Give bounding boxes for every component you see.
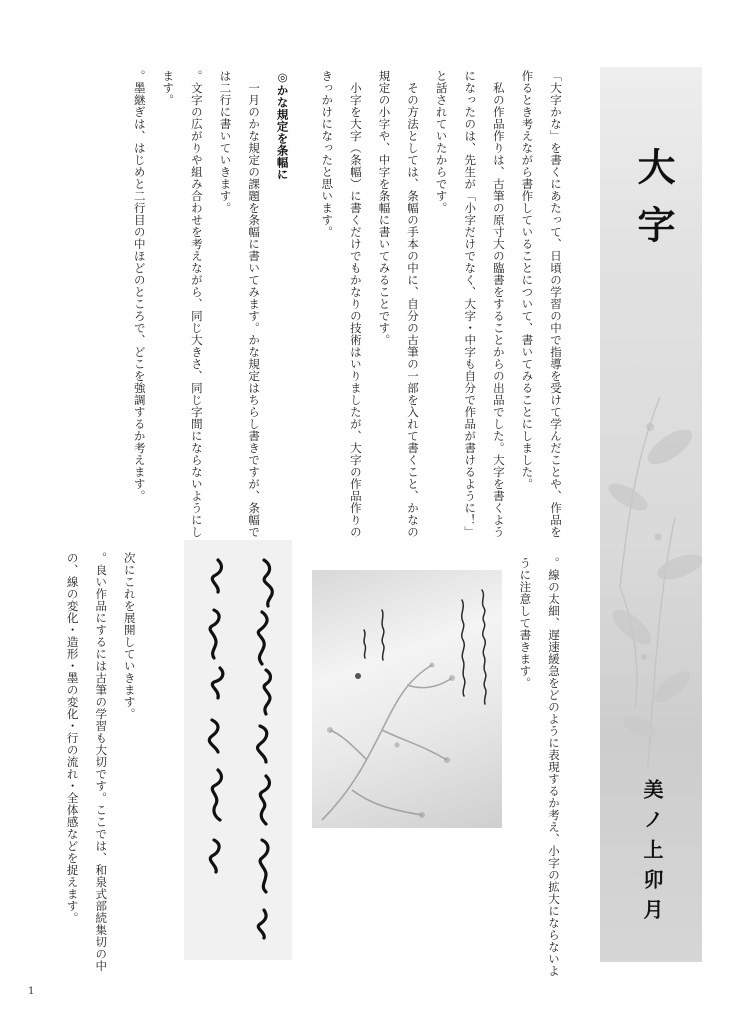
calligraphy-scroll — [184, 540, 292, 960]
section-paragraph-1: 一月のかな規定の課題を条幅に書いてみます。かな規定はちらし書きですが、条幅では二行に書いていきます。 — [218, 70, 262, 538]
calligraphy-photo — [312, 570, 502, 828]
intro-paragraph-2: 私の作品作りは、古筆の原寸大の臨書をすることからの出品でした。大字を書くようになったのは、先生が「小字だけでなく、大字・中字も自分で作品が書けるように！」と話されていたからです。 — [434, 70, 506, 538]
intro-paragraph-1: 「大字かな」を書くにあたって、日頃の学習の中で指導を受けて学んだことや、作品を作るとき考えながら書作していることについて、書いてみることにしました。 — [520, 70, 563, 538]
intro-paragraph-3: その方法としては、条幅の手本の中に、自分の古筆の一部を入れて書くこと、かなの規定の小字や、中字を条幅に書いてみることです。 — [377, 70, 421, 538]
plum-branch-image — [312, 570, 502, 828]
page-title: 大字 — [631, 147, 676, 263]
intro-text-block — [125, 70, 570, 540]
lower-left-bullet-1: 。良い作品にするには古筆の学習も大切です。ここでは、和泉式部続集切の中の、線の変化・造形・墨の変化・行の流れ・全体感などを捉えます。 — [65, 552, 109, 972]
page-number: 1 — [28, 986, 35, 997]
lower-right-text-block — [511, 557, 568, 987]
title-band — [600, 67, 702, 962]
intro-paragraph-4: 小字を大字（条幅）に書くだけでもかなりの技術はいりましたが、大字の作品作りのきっかけになったと思います。 — [320, 70, 363, 538]
section-bullet-2: 。墨継ぎは、はじめと二行目の中ほどのところで、どこを強調するか考えます。 — [132, 70, 147, 502]
lower-left-text-block — [58, 552, 144, 982]
lower-right-bullet-1: 。線の太細、遅速緩急をどのように表現するか考え、小字の拡大にならないように注意して書きます。 — [518, 557, 561, 977]
lower-left-paragraph-1: 次にこれを展開していきます。 — [122, 552, 137, 720]
author-name: 美ノ上卯月 — [640, 779, 664, 929]
section-heading: ◎かな規定を条幅に — [275, 70, 290, 181]
scroll-calligraphy-image — [184, 540, 292, 960]
section-bullet-1: 。文字の広がりや組み合わせを考えながら、同じ大きさ、同じ字間にならないようにします。 — [161, 70, 204, 538]
